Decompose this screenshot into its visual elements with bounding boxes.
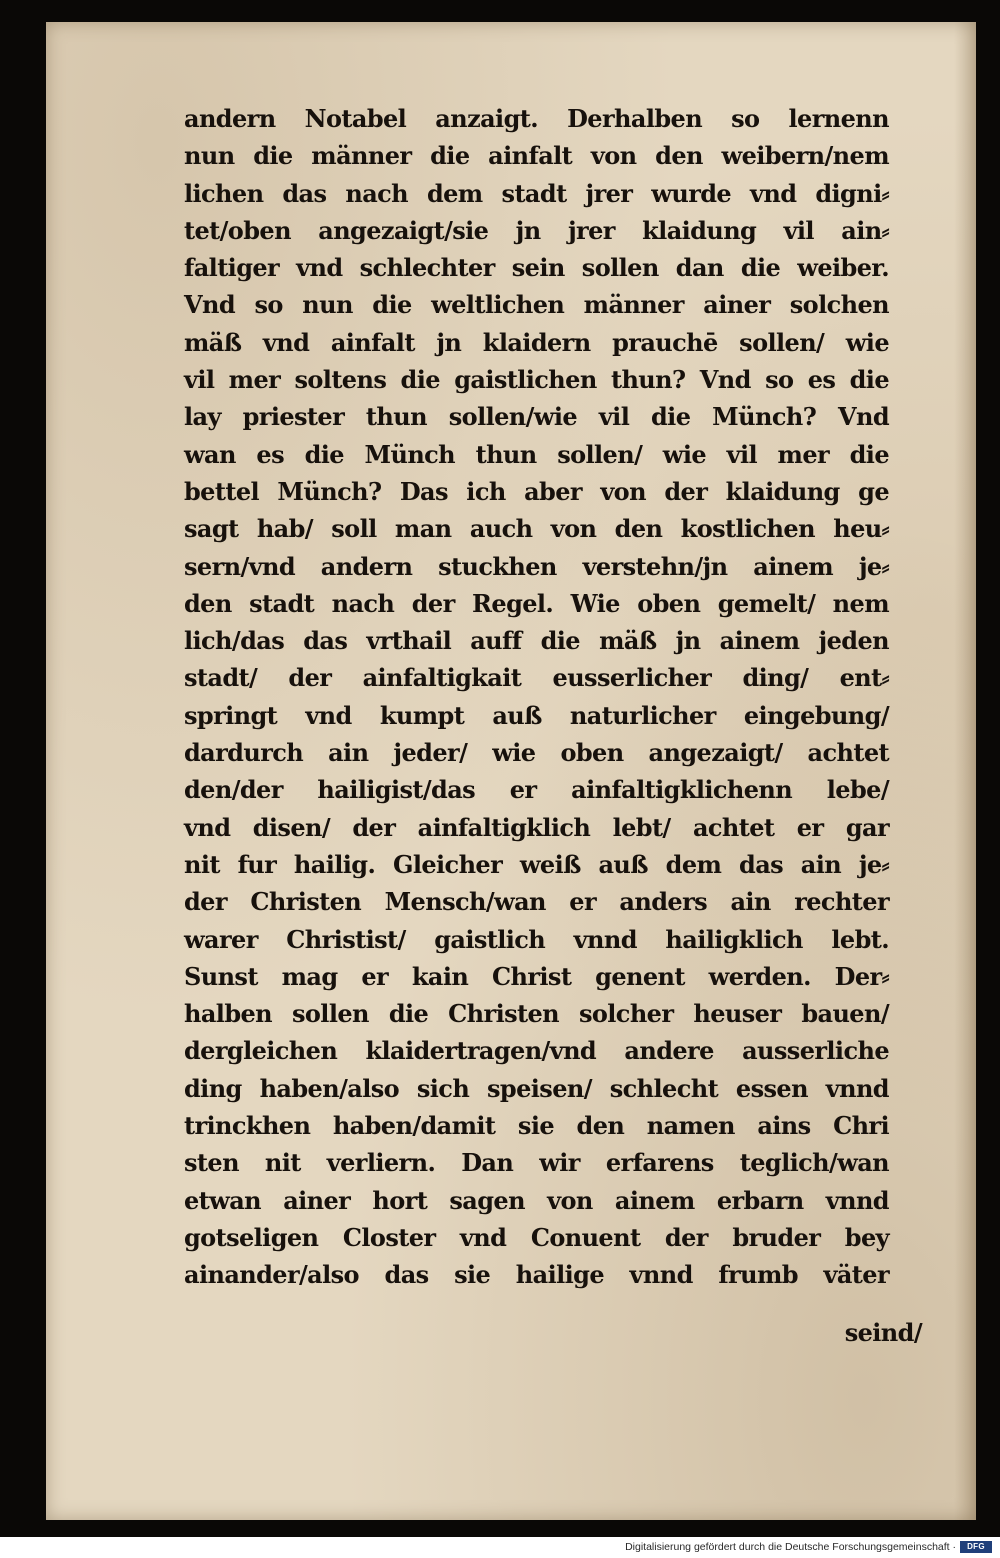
text-line: gotseligen Closter vnd Conuent der bruder bey xyxy=(184,1222,889,1252)
text-line: etwan ainer hort sagen von ainem erbarn vnnd xyxy=(184,1185,889,1215)
text-line: wan es die Münch thun sollen/ wie vil mer die xyxy=(184,439,889,469)
text-line: Vnd so nun die weltlichen männer ainer solchen xyxy=(184,290,889,320)
text-line: ainander/also das sie hailige vnnd frumb väter xyxy=(184,1260,889,1290)
text-line: dardurch ain jeder/ wie oben angezaigt/ achtet xyxy=(184,738,889,768)
text-line: andern Notabel anzaigt. Derhalben so lernenn xyxy=(184,104,889,133)
text-line: bettel Münch? Das ich aber von der klaidung ge xyxy=(184,476,889,506)
text-line: tet/oben angezaigt/sie jn jrer klaidung vil ain⸗ xyxy=(184,215,889,245)
text-line: sagt hab/ soll man auch von den kostlichen heu⸗ xyxy=(184,514,889,544)
text-line: nit fur hailig. Gleicher weiß auß dem das ain je⸗ xyxy=(184,849,889,879)
text-line: dergleichen klaidertragen/vnd andere ausserliche xyxy=(184,1036,889,1066)
text-line: den/der hailigist/das er ainfaltigklichenn lebe/ xyxy=(184,775,889,805)
text-line: lich/das das vrthail auff die mäß jn ainem jeden xyxy=(184,626,889,656)
text-line: warer Christist/ gaistlich vnnd hailigklich lebt. xyxy=(184,924,889,954)
text-line: halben sollen die Christen solcher heuser bauen/ xyxy=(184,999,889,1029)
text-line: faltiger vnd schlechter sein sollen dan die weiber. xyxy=(184,253,889,283)
text-line: lay priester thun sollen/wie vil die Münch? Vnd xyxy=(184,402,889,432)
text-line: springt vnd kumpt auß naturlicher eingebung/ xyxy=(184,700,889,730)
page-edge-shadow xyxy=(954,22,976,1520)
text-line: nun die männer die ainfalt von den weibern/nem xyxy=(184,141,889,171)
text-line: lichen das nach dem stadt jrer wurde vnd digni⸗ xyxy=(184,178,889,208)
text-line: den stadt nach der Regel. Wie oben gemelt/ nem xyxy=(184,588,889,618)
text-line: Sunst mag er kain Christ genent werden. Der⸗ xyxy=(184,961,889,991)
text-line: sern/vnd andern stuckhen verstehn/jn ainem je⸗ xyxy=(184,551,889,581)
text-line: trinckhen haben/damit sie den namen ains Chri xyxy=(184,1111,889,1141)
text-line: stadt/ der ainfaltigkait eusserlicher ding/ ent⸗ xyxy=(184,663,889,693)
funding-credit: Digitalisierung gefördert durch die Deutsche Forschungsgemeinschaft · xyxy=(625,1541,956,1553)
dfg-logo: DFG xyxy=(960,1541,992,1553)
digitization-footer xyxy=(0,1537,1000,1558)
text-line: vnd disen/ der ainfaltigklich lebt/ achtet er gar xyxy=(184,812,889,842)
catchword: seind/ xyxy=(844,1318,922,1347)
text-line: der Christen Mensch/wan er anders ain rechter xyxy=(184,887,889,917)
page-text-block xyxy=(184,100,889,1294)
text-line: vil mer soltens die gaistlichen thun? Vnd so es die xyxy=(184,365,889,395)
text-line: mäß vnd ainfalt jn klaidern prauchē sollen/ wie xyxy=(184,327,889,357)
text-line: sten nit verliern. Dan wir erfarens teglich/wan xyxy=(184,1148,889,1178)
text-line: ding haben/also sich speisen/ schlecht essen vnnd xyxy=(184,1073,889,1103)
